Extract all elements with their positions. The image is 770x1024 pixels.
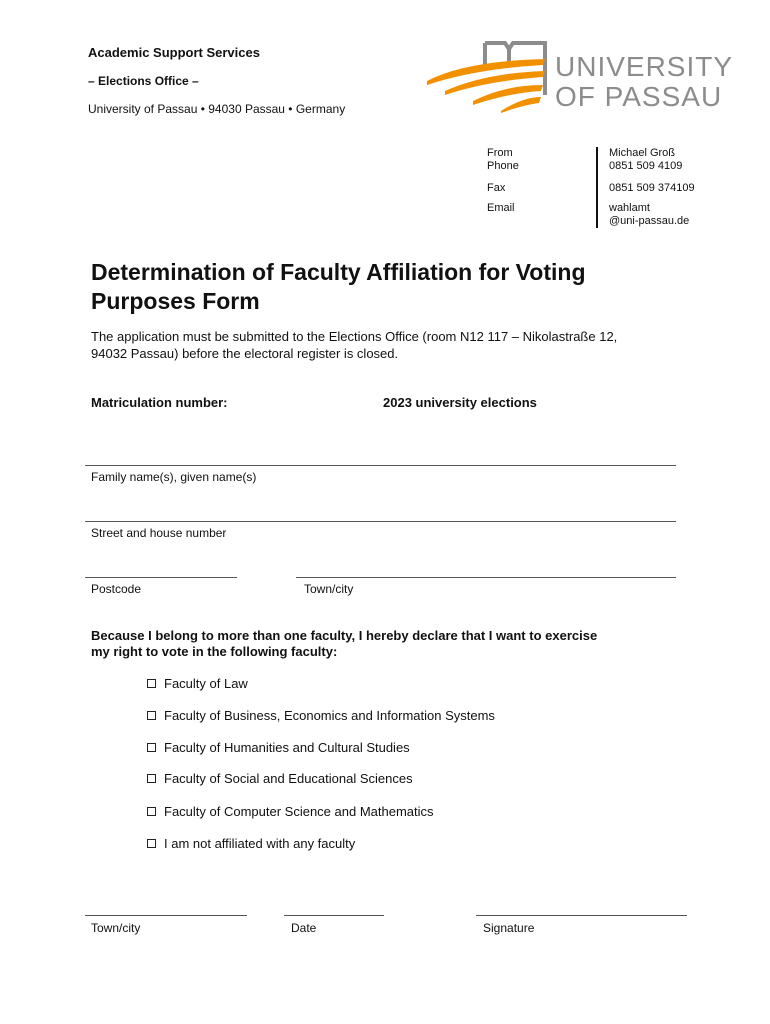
family-name-label: Family name(s), given name(s) [91, 470, 257, 484]
matriculation-label: Matriculation number: [91, 395, 228, 410]
option-faculty-business[interactable] [147, 708, 495, 723]
phone-label: Phone [487, 160, 519, 172]
option-label: Faculty of Humanities and Cultural Studies [164, 740, 410, 755]
email-value-2: @uni-passau.de [609, 215, 690, 227]
footer-town-line[interactable] [85, 915, 247, 916]
email-value-1: wahlamt [609, 202, 650, 214]
declaration-line2: my right to vote in the following faculty: [91, 644, 338, 659]
checkbox[interactable] [147, 807, 156, 816]
footer-signature-label: Signature [483, 921, 535, 935]
postcode-line[interactable] [85, 577, 237, 578]
town-line[interactable] [296, 577, 676, 578]
university-logo [425, 35, 734, 115]
from-value: Michael Groß [609, 147, 676, 159]
logo-line2: OF PASSAU [555, 81, 723, 112]
intro-line2: 94032 Passau) before the electoral register is closed. [91, 346, 399, 361]
street-label: Street and house number [91, 526, 227, 540]
option-label: I am not affiliated with any faculty [164, 836, 356, 851]
option-no-faculty[interactable] [147, 836, 355, 851]
org-name: Academic Support Services [88, 45, 260, 60]
option-label: Faculty of Business, Economics and Information Systems [164, 708, 495, 723]
logo-line1: UNIVERSITY [555, 51, 734, 82]
from-label: From [487, 147, 513, 159]
checkbox[interactable] [147, 774, 156, 783]
footer-date-label: Date [291, 921, 317, 935]
option-faculty-humanities[interactable] [147, 740, 410, 755]
email-label: Email [487, 202, 515, 214]
town-label: Town/city [304, 582, 354, 596]
family-name-line[interactable] [85, 465, 676, 466]
option-faculty-social[interactable] [147, 771, 413, 786]
contact-divider [596, 147, 598, 228]
street-line[interactable] [85, 521, 676, 522]
declaration-line1: Because I belong to more than one faculty, I hereby declare that I want to exercise [91, 628, 598, 643]
footer-signature-line[interactable] [476, 915, 687, 916]
fax-label: Fax [487, 182, 506, 194]
fax-value: 0851 509 374109 [609, 182, 695, 194]
option-faculty-computer-science[interactable] [147, 804, 434, 819]
postcode-label: Postcode [91, 582, 142, 596]
checkbox[interactable] [147, 743, 156, 752]
checkbox[interactable] [147, 679, 156, 688]
office-name: – Elections Office – [88, 74, 199, 88]
page-title-line1: Determination of Faculty Affiliation for Voting [91, 259, 586, 285]
page-title-line2: Purposes Form [91, 288, 260, 314]
option-label: Faculty of Social and Educational Sciences [164, 771, 413, 786]
option-faculty-law[interactable] [147, 676, 248, 691]
elections-label: 2023 university elections [383, 395, 537, 410]
intro-line1: The application must be submitted to the Elections Office (room N12 117 – Nikolastraße 12, [91, 329, 618, 344]
footer-date-line[interactable] [284, 915, 384, 916]
address: University of Passau • 94030 Passau • Germany [88, 102, 346, 116]
checkbox[interactable] [147, 711, 156, 720]
option-label: Faculty of Law [164, 676, 248, 691]
checkbox[interactable] [147, 839, 156, 848]
footer-town-label: Town/city [91, 921, 141, 935]
phone-value: 0851 509 4109 [609, 160, 683, 172]
option-label: Faculty of Computer Science and Mathematics [164, 804, 434, 819]
